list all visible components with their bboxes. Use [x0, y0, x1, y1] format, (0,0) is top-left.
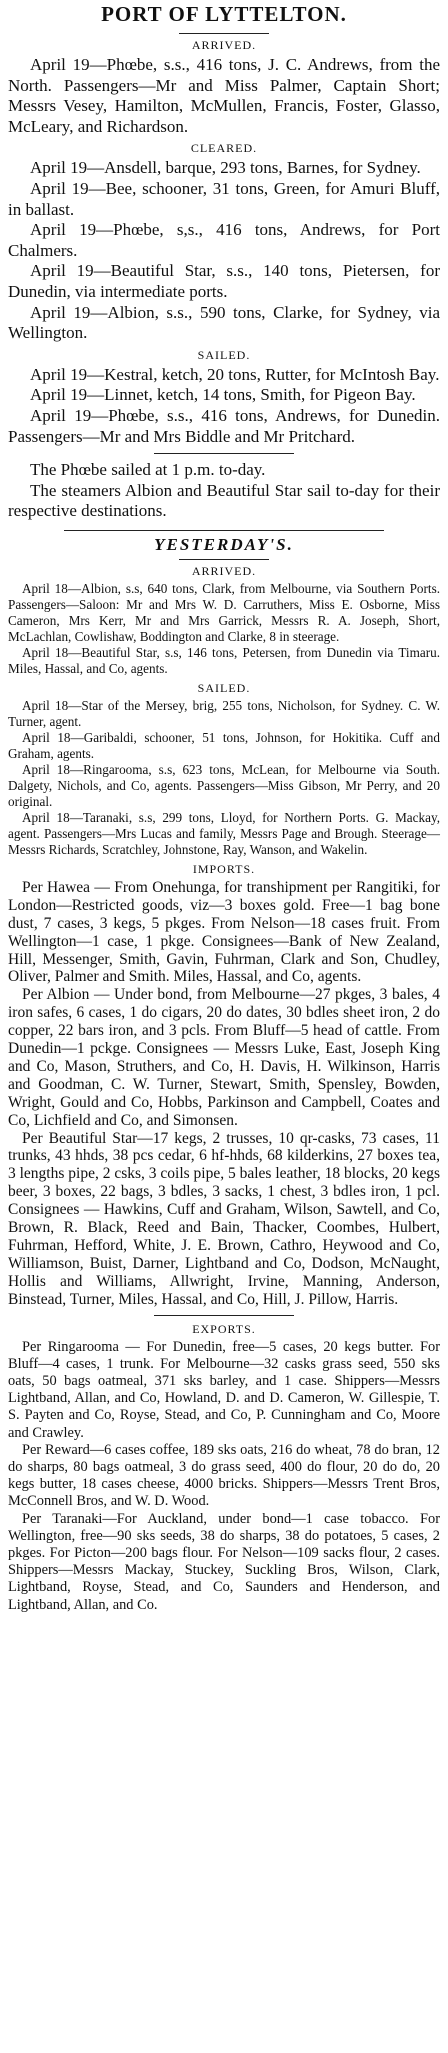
yesterday-sailed-entry: April 18—Ringarooma, s.s, 623 tons, McLean, for Melbourne via South. Dalgety, Nichols, and Co, agents. Passengers—Miss Gibson, Mr Perry, and 20 original. [8, 761, 440, 809]
port-cleared-entry: April 19—Beautiful Star, s.s., 140 tons, Pietersen, for Dunedin, via intermediate ports. [8, 261, 440, 301]
divider [154, 453, 294, 454]
yesterday-sailed-entry: April 18—Taranaki, s.s, 299 tons, Lloyd, for Northern Ports. G. Mackay, agent. Passengers—Mrs Lucas and family, Messrs Page and Brough. Steerage—Messrs Richards, Scratchley, Johnstone, Ray, Wanson, and Wakelin. [8, 809, 440, 857]
port-sailed-entry: April 19—Kestral, ketch, 20 tons, Rutter, for McIntosh Bay. [30, 364, 440, 384]
port-cleared-entry: April 19—Bee, schooner, 31 tons, Green, for Amuri Bluff, in ballast. [8, 178, 440, 219]
exports-entry: Per Taranaki—For Auckland, under bond—1 case tobacco. For Wellington, free—90 sks seeds, 38 do sharps, 38 do potatoes, 5 cases, 2 pkges. For Picton—200 bags flour. For Nelson—109 sacks flour, 2 cases. Shippers—Messrs Mackay, Stuckey, Suckling Bros, Wilson, Clark, Lightband, Royse, Stead, and Co, Saunders and Henderson, and Lightband, Allan, and Co. [8, 1510, 440, 1613]
divider [179, 559, 269, 560]
exports-entry: Per Reward—6 cases coffee, 189 sks oats, 216 do wheat, 78 do bran, 12 do sharps, 80 bags oatmeal, 3 do grass seed, 400 do flour, 20 do do, 20 kegs butter, 18 cases cheese, 4000 bricks. Shippers—Messrs Trent Bros, McConnell Bros, and W. D. Wood. [8, 1441, 440, 1510]
divider [64, 530, 384, 531]
imports-entry: Per Beautiful Star—17 kegs, 2 trusses, 10 qr-casks, 73 cases, 11 trunks, 43 hhds, 38 pcs cedar, 6 hf-hhds, 68 kilderkins, 27 boxes tea, 3 lengths pipe, 2 csks, 3 coils pipe, 5 bales leather, 18 blocks, 20 kegs beer, 3 boxes, 22 bags, 3 bdles, 3 sacks, 1 chest, 3 bdles iron, 1 pcl. Consignees — Hawkins, Cuff and Graham, Wilson, Sawtell, and Co, Brown, R. Black, Reed and Bain, Thacker, Coombes, Hulbert, Fuhrman, Hefford, White, J. E. Brown, Cathro, Heywood and Co, Williamson, Buist, Darner, Lightband and Co, Dodson, McNaught, Hollis and Williams, Allwright, Irvine, Manning, Anderson, Binstead, Turner, Miles, Hassal, and Co, Hill, J. Pillow, Harris. [8, 1129, 441, 1308]
port-note: The steamers Albion and Beautiful Star sail to-day for their respective destinations. [8, 480, 440, 521]
port-cleared-entry: April 19—Ansdell, barque, 293 tons, Barnes, for Sydney. [30, 158, 421, 178]
yesterday-sailed-heading: SAILED. [197, 680, 251, 695]
newspaper-column [8, 0, 440, 1614]
yesterday-sailed-entry: April 18—Star of the Mersey, brig, 255 tons, Nicholson, for Sydney. C. W. Turner, agent. [8, 697, 440, 729]
yesterday-arrived-heading: ARRIVED. [191, 563, 257, 578]
imports-entry: Per Albion — Under bond, from Melbourne—27 pkges, 3 bales, 4 iron safes, 6 cases, 1 do cigars, 20 do dates, 30 bdles sheet iron, 2 do copper, 22 bars iron, and 3 pcls. From Bluff—5 head of cattle. From Dunedin—1 pckge. Consignees — Messrs Luke, East, Joseph King and Co, Mason, Struthers, and Co, H. Davis, H. Wilkinson, Harris and Goodman, C. W. Turner, Stewart, Smith, Spensley, Bowden, Wright, Gould and Co, Hobbs, Parkinson and Campbell, Coates and Co, Lichfield and Co, and Simonsen. [8, 986, 440, 1129]
exports-heading: EXPORTS. [192, 1321, 256, 1336]
port-cleared-entry: April 19—Albion, s.s., 590 tons, Clarke, for Sydney, via Wellington. [8, 302, 440, 343]
port-note: The Phœbe sailed at 1 p.m. to-day. [30, 460, 266, 480]
port-cleared-entry: April 19—Phœbe, s,s., 416 tons, Andrews, for Port Chalmers. [8, 220, 440, 260]
yesterday-arrived-entry: April 18—Albion, s.s, 640 tons, Clark, from Melbourne, via Southern Ports. Passengers—Saloon: Mr and Mrs W. D. Carruthers, Miss E. Osborne, Miss Cameron, Mrs Kerr, Mr and Mrs Garrick, Messrs R. A. Joseph, Short, McLachlan, Cowlishaw, Boddington and Clarke, 8 in steerage. [8, 580, 440, 644]
port-arrived-entry: April 19—Phœbe, s.s., 416 tons, J. C. Andrews, from the North. Passengers—Mr and Miss Palmer, Captain Short; Messrs Vesey, Hamilton, McMullen, Francis, Foster, Glasso, McLeary, and Richardson. [8, 55, 440, 136]
port-sailed-entry: April 19—Linnet, ketch, 14 tons, Smith, for Pigeon Bay. [30, 385, 416, 405]
yesterday-sailed-entry: April 18—Garibaldi, schooner, 51 tons, Johnson, for Hokitika. Cuff and Graham, agents. [8, 729, 440, 761]
divider [154, 1315, 294, 1316]
port-cleared-heading: CLEARED. [190, 141, 258, 156]
divider [179, 33, 269, 34]
port-sailed-heading: SAILED. [197, 347, 251, 362]
yesterday-heading: YESTERDAY'S. [154, 534, 294, 554]
exports-entry: Per Ringarooma — For Dunedin, free—5 cases, 20 kegs butter. For Bluff—4 cases, 1 trunk. For Melbourne—32 casks grass seed, 550 sks oats, 50 bags oatmeal, 371 sks barley, and 1 case. Shippers—Messrs Lightband, Allan, and Co, Howland, D. and D. Cameron, W. Gillespie, T. S. Payten and Co, Royse, Stead, and Co, P. Cunningham and Co, Moore and Crawley. [8, 1338, 440, 1441]
port-sailed-entry: April 19—Phœbe, s.s., 416 tons, Andrews, for Dunedin. Passengers—Mr and Mrs Biddle and Mr Pritchard. [8, 405, 440, 446]
imports-heading: IMPORTS. [192, 861, 256, 876]
imports-entry: Per Hawea — From Onehunga, for transhipment per Rangitiki, for London—Restricted goods, viz—3 boxes gold. Free—1 bag bone dust, 7 cases, 3 kegs, 5 pkges. From Nelson—18 cases fruit. From Wellington—1 case, 1 pkge. Consignees—Bank of New Zealand, Hill, Messenger, Smith, Gavin, Fuhrman, Clark and Son, Chudley, Oliver, Palmer and Smith. Miles, Hassal, and Co, agents. [8, 878, 440, 986]
port-arrived-heading: ARRIVED. [191, 38, 257, 52]
yesterday-arrived-entry: April 18—Beautiful Star, s.s, 146 tons, Petersen, from Dunedin via Timaru. Miles, Hassal, and Co, agents. [8, 644, 440, 676]
port-title: PORT OF LYTTELTON. [101, 2, 347, 26]
